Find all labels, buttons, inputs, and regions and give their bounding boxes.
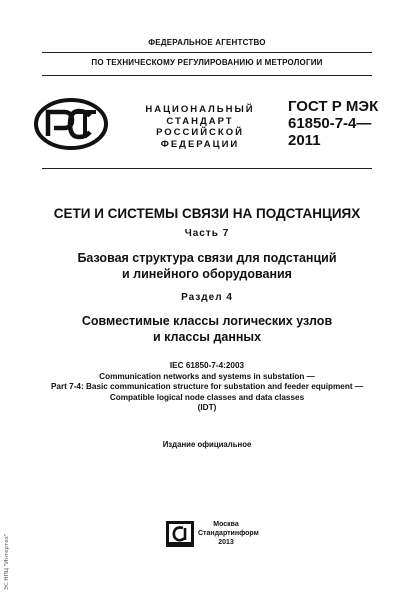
part-label: Часть 7 [184,228,230,239]
gost-line: ГОСТ Р МЭК [288,98,379,115]
agency-line-2: ПО ТЕХНИЧЕСКОМУ РЕГУЛИРОВАНИЮ И МЕТРОЛОГИИ [91,58,323,67]
divider-main [42,168,372,169]
publisher-info [198,520,259,547]
subtitle-line: и классы данных [152,330,262,344]
publisher-city: Москва [213,521,239,528]
iec-line: IEC 61850-7-4:2003 [169,361,245,370]
divider-header [42,75,372,76]
standartinform-logo-icon [165,520,195,548]
side-watermark-text: ЭС НПЦ "Интертех" [4,533,10,590]
iec-reference [0,361,414,414]
iec-line: Part 7-4: Basic communication structure for substation and feeder equipment — [50,382,364,391]
subtitle-line: Базовая структура связи для подстанций [77,251,337,265]
gost-line: 2011 [288,132,321,149]
national-line: СТАНДАРТ [166,115,234,127]
national-line: ФЕДЕРАЦИИ [160,138,240,150]
national-line: НАЦИОНАЛЬНЫЙ [145,104,255,115]
gost-designation [288,98,378,149]
part-subtitle [0,250,414,282]
subtitle-line: Совместимые классы логических узлов [81,314,333,328]
side-watermark [4,510,14,590]
section-subtitle [0,313,414,345]
gost-line: 61850-7-4— [288,115,372,132]
iec-line: Communication networks and systems in substation — [99,371,315,381]
section-label: Раздел 4 [181,292,233,303]
agency-line-1: ФЕДЕРАЛЬНОЕ АГЕНТСТВО [148,38,266,47]
gost-r-logo-icon [34,98,108,150]
national-standard-label [138,104,262,150]
iec-line: (IDT) [197,403,217,412]
national-line: РОССИЙСКОЙ [156,127,244,138]
divider-top [42,52,372,53]
iec-line: Compatible logical node classes and data classes [109,392,305,402]
document-title: СЕТИ И СИСТЕМЫ СВЯЗИ НА ПОДСТАНЦИЯХ [53,206,361,221]
subtitle-line: и линейного оборудования [122,267,292,281]
publisher-name: Стандартинформ [198,530,259,537]
publisher-year: 2013 [218,539,234,546]
edition-label: Издание официальное [162,440,252,449]
